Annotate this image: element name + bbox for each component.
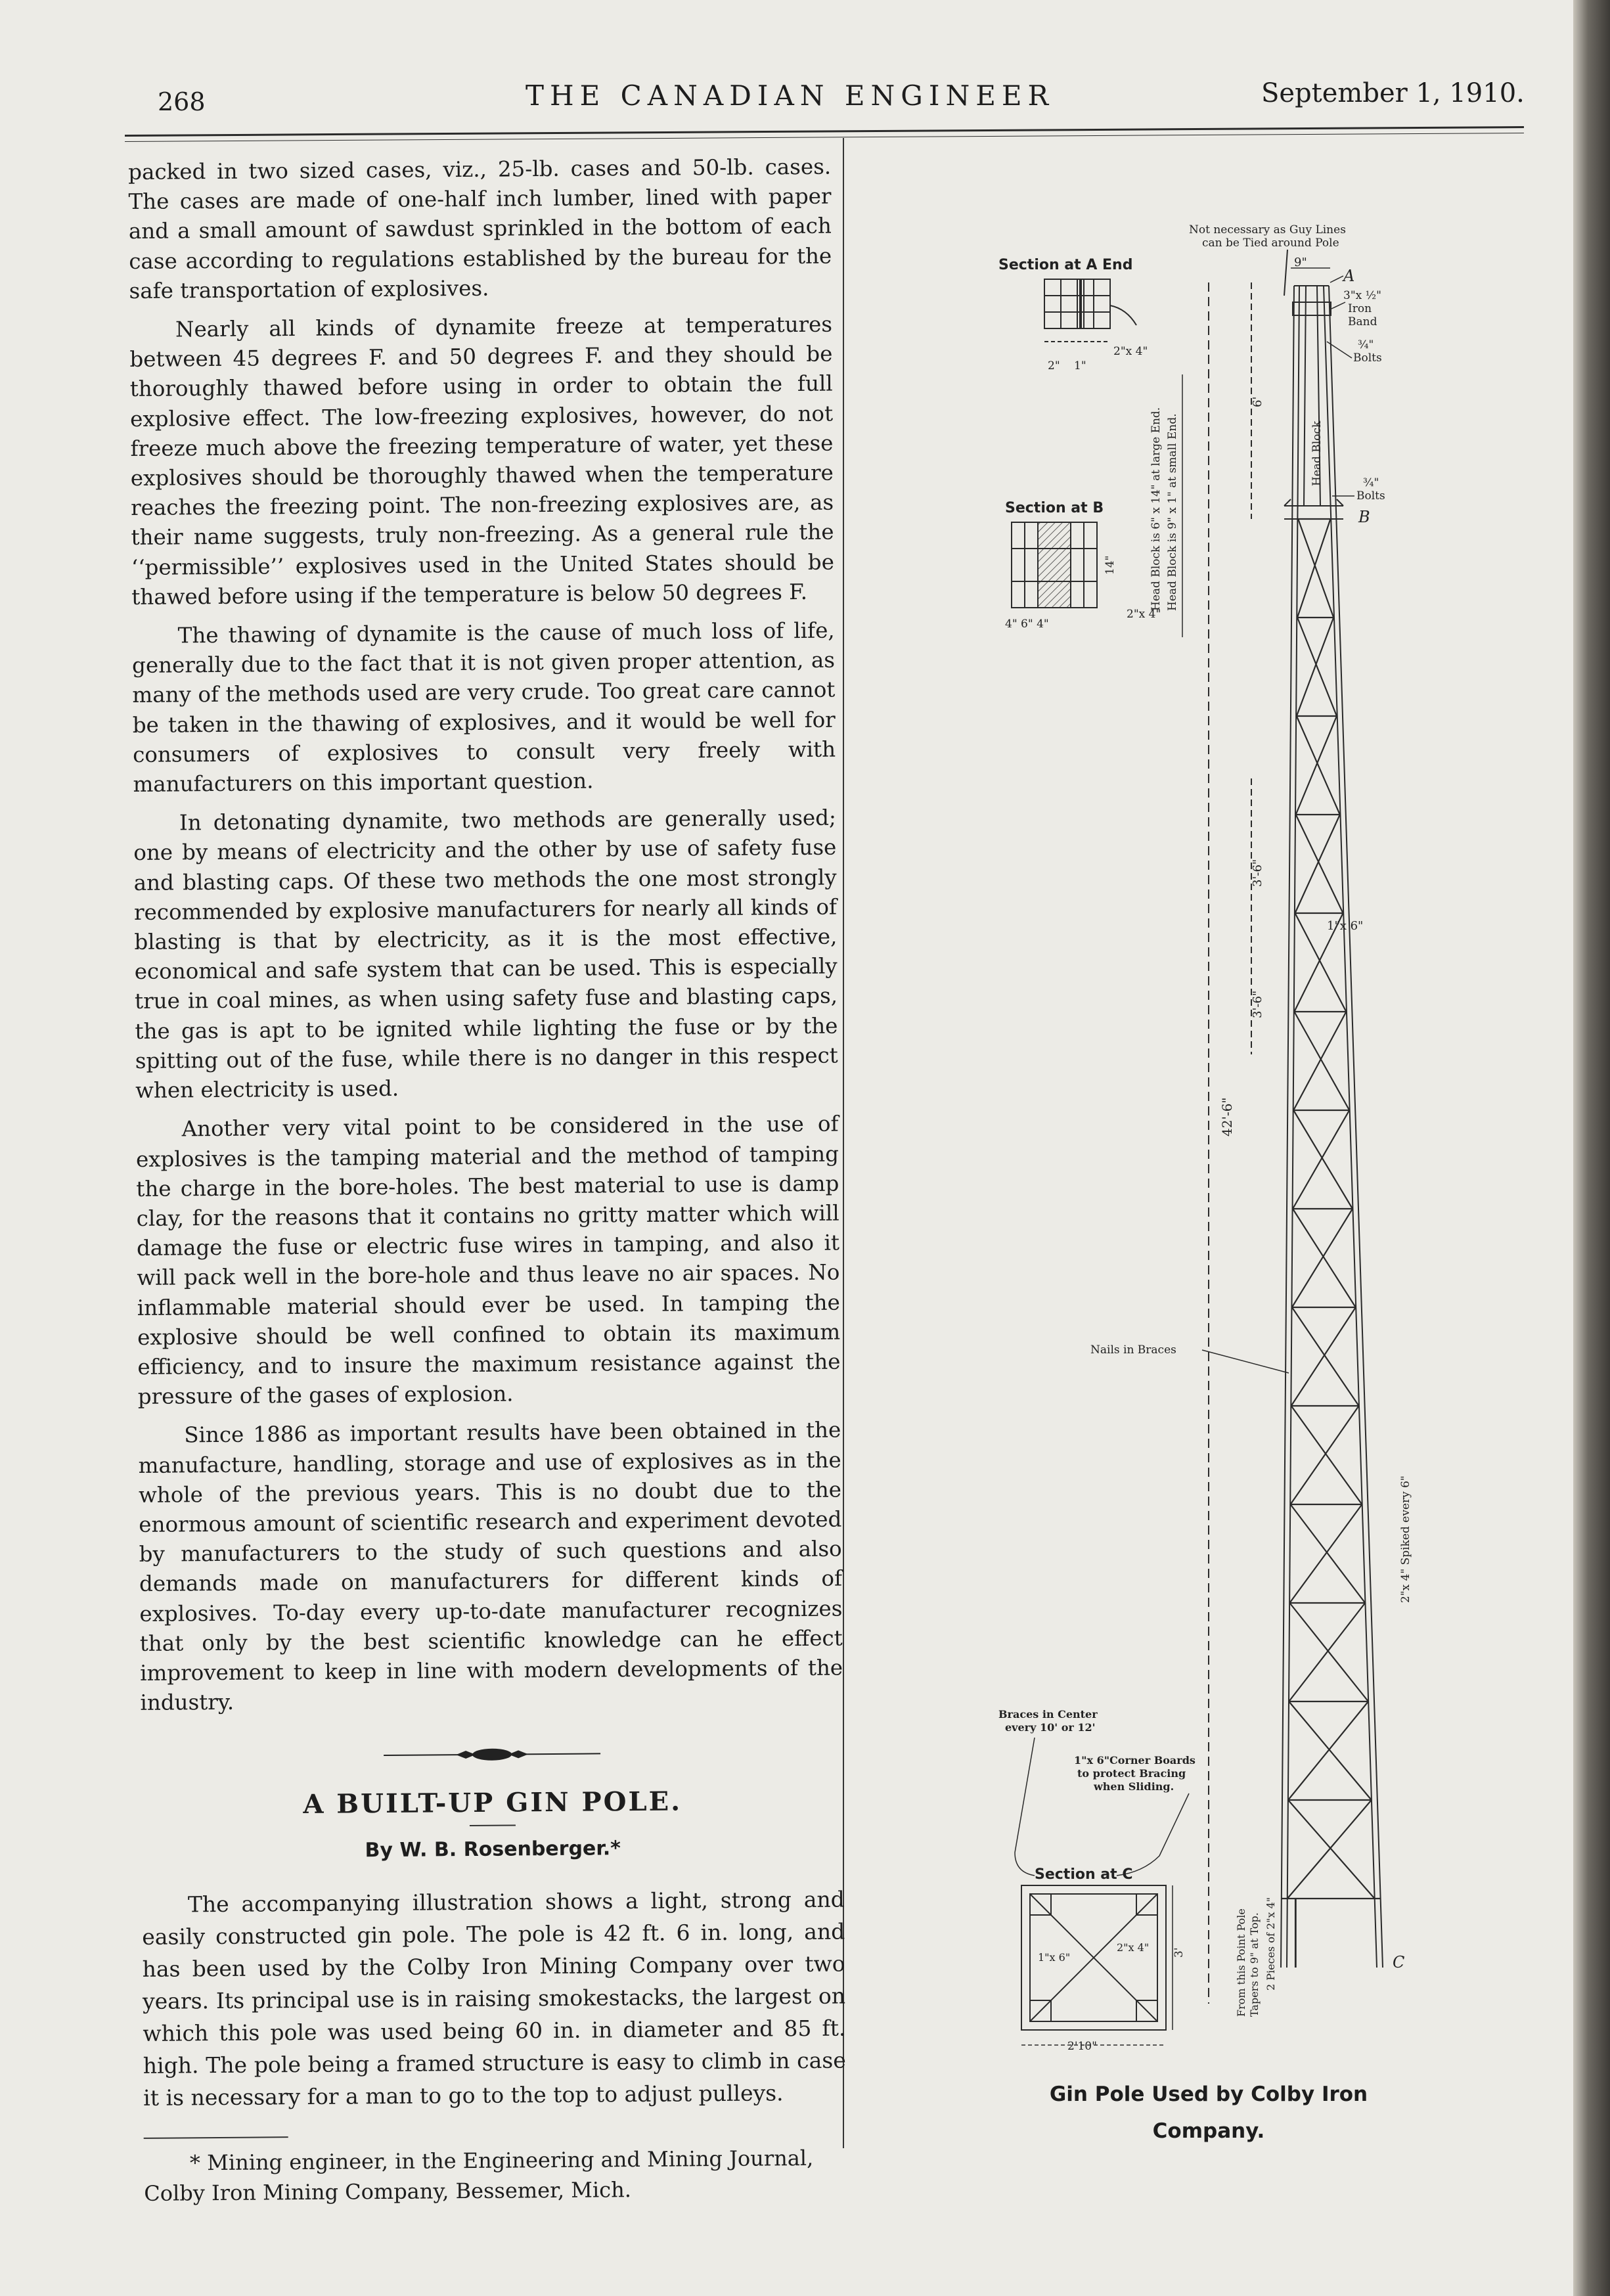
head-block-label: Head Block (1310, 420, 1324, 486)
brace (1291, 1504, 1366, 1603)
braces-center-line2: every 10' or 12' (1005, 1721, 1096, 1734)
dim-6ft: 6' (1251, 396, 1264, 407)
bolts2-label: Bolts (1356, 489, 1385, 503)
pieces-label: 2 Pieces of 2"x 4" (1264, 1897, 1277, 1991)
brace (1294, 1012, 1349, 1110)
caption-line2: Company. (1152, 2119, 1265, 2143)
brace (1298, 519, 1333, 618)
section-c-dim-2x4: 2"x 4" (1117, 1941, 1150, 1954)
taper-line1: From this Point Pole (1235, 1908, 1247, 2017)
article-title: A BUILT-UP GIN POLE. (303, 1786, 682, 1820)
band-line2: Iron (1348, 302, 1372, 315)
dim-2x4-b: 2"x 4" (1127, 608, 1161, 621)
dim-overall: 42'-6" (1219, 1097, 1235, 1137)
brace (1296, 815, 1343, 913)
bolts-label: Bolts (1353, 351, 1382, 365)
brace (1293, 1110, 1353, 1209)
band-line1: 3"x ½" (1343, 289, 1381, 302)
title-rule (470, 1825, 516, 1827)
brace (1297, 618, 1337, 716)
running-head (125, 76, 1537, 135)
corner-boards-line2: to protect Bracing (1077, 1767, 1186, 1780)
brace (1292, 1307, 1359, 1406)
guy-note-line2: can be Tied around Pole (1202, 236, 1339, 250)
byline: By W. B. Rosenberger.* (365, 1837, 621, 1862)
section-a-label: Section at A End (998, 257, 1133, 273)
journal-title: THE CANADIAN ENGINEER (525, 79, 1055, 112)
brace (1297, 519, 1330, 618)
dim-14: 14" (1104, 555, 1117, 575)
brace (1291, 1406, 1359, 1504)
section-c-dim-1x6: 1"x 6" (1038, 1951, 1071, 1964)
brace (1289, 1701, 1372, 1800)
mark-c: C (1393, 1953, 1405, 1971)
caption-line1: Gin Pole Used by Colby Iron (1049, 2082, 1368, 2106)
brace (1288, 1701, 1368, 1800)
dim-2ft10: 2'10" (1067, 2040, 1097, 2053)
brace (1289, 1603, 1368, 1701)
bolts2-size: ¾" (1363, 476, 1379, 489)
brace (1295, 815, 1340, 913)
section-b-label: Section at B (1005, 500, 1104, 516)
dim-1x6: 1"x 6" (1327, 919, 1364, 933)
brace (1291, 1406, 1362, 1504)
page-edge (1573, 0, 1610, 2296)
corner-boards-line1: 1"x 6"Corner Boards (1074, 1754, 1196, 1767)
brace (1297, 618, 1333, 716)
article-body: The accompanying illustration shows a light, strong and easily constructed gin pole. The pole is 42 ft. 6 in. long, and has been used by the Colby Iron Mining Company over two years. Its principal use is in raising smokestacks, the largest on which this pole was used being 60 in. in diameter and 85 ft. high. The pole being a framed structure is easy to climb in case it is necessary for a man to go to the top to adjust pulleys. (142, 1886, 846, 2111)
dim-1in: 1" (1074, 359, 1086, 372)
paragraph: packed in two sized cases, viz., 25-lb. cases and 50-lb. cases. The cases are made of one-half inch lumber, lined with paper and a small amount of sawdust sprinkled in the bottom of each case according to regulations established by the bureau for the safe transportation of explosives. (128, 154, 832, 304)
brace (1296, 716, 1337, 815)
mark-b: B (1358, 508, 1370, 526)
taper-line2: Tapers to 9" at Top. (1248, 1912, 1261, 2017)
left-column (128, 152, 847, 2209)
figure-caption (1025, 2076, 1393, 2150)
page-number: 268 (158, 87, 206, 116)
brace (1289, 1603, 1365, 1701)
dim-top-width: 9" (1294, 256, 1307, 269)
section-b-drawing (1012, 522, 1097, 608)
brace (1293, 1110, 1349, 1209)
mark-a: A (1343, 267, 1355, 285)
nails-label: Nails in Braces (1090, 1343, 1176, 1357)
guy-note-line1: Not necessary as Guy Lines (1189, 223, 1346, 236)
brace (1291, 1307, 1356, 1406)
brace (1287, 1800, 1372, 1899)
brace (1293, 1209, 1356, 1307)
paragraph: In detonating dynamite, two methods are generally used; one by means of electricity and the other by use of safety fuse and blasting caps. Of these two methods the one most strongly recommended by explosive manufacturers for nearly all kinds of blasting is that by electricity, as it is the most effective, economical and safe system that can be used. This is especially true in coal mines, as when using safety fuse and blasting caps, the gas is apt to be ignited while lighting the fuse or by the spitting out of the fuse, while there is no danger in this respect when electricity is used. (133, 805, 838, 1104)
head-block-dims-1: Head Block is 6" x 14" at large End. (1150, 407, 1163, 611)
paragraph: Nearly all kinds of dynamite freeze at temperatures between 45 degrees F. and 50 degrees F. and they should be thoroughly thawed before using in order to obtain the full explosive effect. The low-freezing explosives, however, do not freeze much above the freezing temperature of water, yet these explosives should be thoroughly thawed when the temperature reaches the freezing point. The non-freezing explosives are, as their name suggests, truly non-freezing. As a general rule the ‘‘permissible’’ explosives used in the United States should be thawed before using if the temperature is below 50 degrees F. (129, 311, 835, 610)
dim-2in: 2" (1048, 359, 1060, 372)
ornament-divider (141, 1739, 843, 1770)
paragraph: Since 1886 as important results have been obtained in the manufacture, handling, storage and use of explosives as in the whole of the previous years. This is no doubt due to the enormous amount of scientific research and experiment devoted by manufacturers to the study of such questions and also demands made on manufacturers for different kinds of explosives. To-day every up-to-date manufacturer recognizes that only by the best scientific knowledge can he effect improvement to keep in line with modern developments of the industry. (138, 1417, 843, 1716)
footnote: * Mining engineer, in the Engineering and Mining Journal, Colby Iron Mining Company, Bessemer, Mich. (144, 2146, 814, 2207)
head-block-dims-2: Head Block is 9" x 1" at small End. (1166, 413, 1179, 611)
dim-3ft6-a: 3'-6" (1251, 859, 1264, 887)
pole-structure (1281, 286, 1383, 1968)
band-line3: Band (1348, 315, 1377, 328)
section-a-drawing (1044, 279, 1136, 328)
dim-3ft: 3' (1173, 1947, 1186, 1958)
section-c-label: Section at C (1035, 1866, 1133, 1883)
braces-center-line1: Braces in Center (998, 1708, 1098, 1721)
issue-date: September 1, 1910. (1261, 78, 1525, 108)
paragraph: Another very vital point to be considered in the use of explosives is the tamping material and the method of tamping the charge in the bore-holes. The best material to use is damp clay, for the reasons that it contains no gritty matter which will damage the fuse or electric fuse wires in tamping, and also it will pack well in the bore-hole and thus leave no air spaces. No inflammable material should ever be used. In tamping the explosive should be well confined to obtain its maximum efficiency, and to insure the maximum resistance against the pressure of the gases of explosion. (135, 1111, 841, 1410)
dim-2x4-a: 2"x 4" (1113, 345, 1148, 358)
corner-boards-line3: when Sliding. (1094, 1780, 1174, 1793)
dim-3ft6-b: 3'-6" (1251, 990, 1264, 1018)
spiked-label: 2"x 4" Spiked every 6" (1399, 1475, 1412, 1603)
brace (1292, 1209, 1353, 1307)
paragraph: The thawing of dynamite is the cause of much loss of life, generally due to the fact that it is not given proper attention, as many of the methods used are very crude. Too great care cannot be taken in the thawing of explosives, and it would be well for consumers of explosives to consult very freely with manufacturers on this important question. (131, 618, 836, 798)
brace (1289, 1504, 1362, 1603)
footnote-rule (144, 2137, 288, 2140)
brace (1288, 1800, 1375, 1899)
brace (1297, 716, 1340, 815)
dim-4-6-4: 4" 6" 4" (1005, 618, 1049, 631)
brace (1293, 1012, 1346, 1110)
bolts-size: ¾" (1358, 338, 1374, 351)
gin-pole-diagram (985, 191, 1445, 2053)
